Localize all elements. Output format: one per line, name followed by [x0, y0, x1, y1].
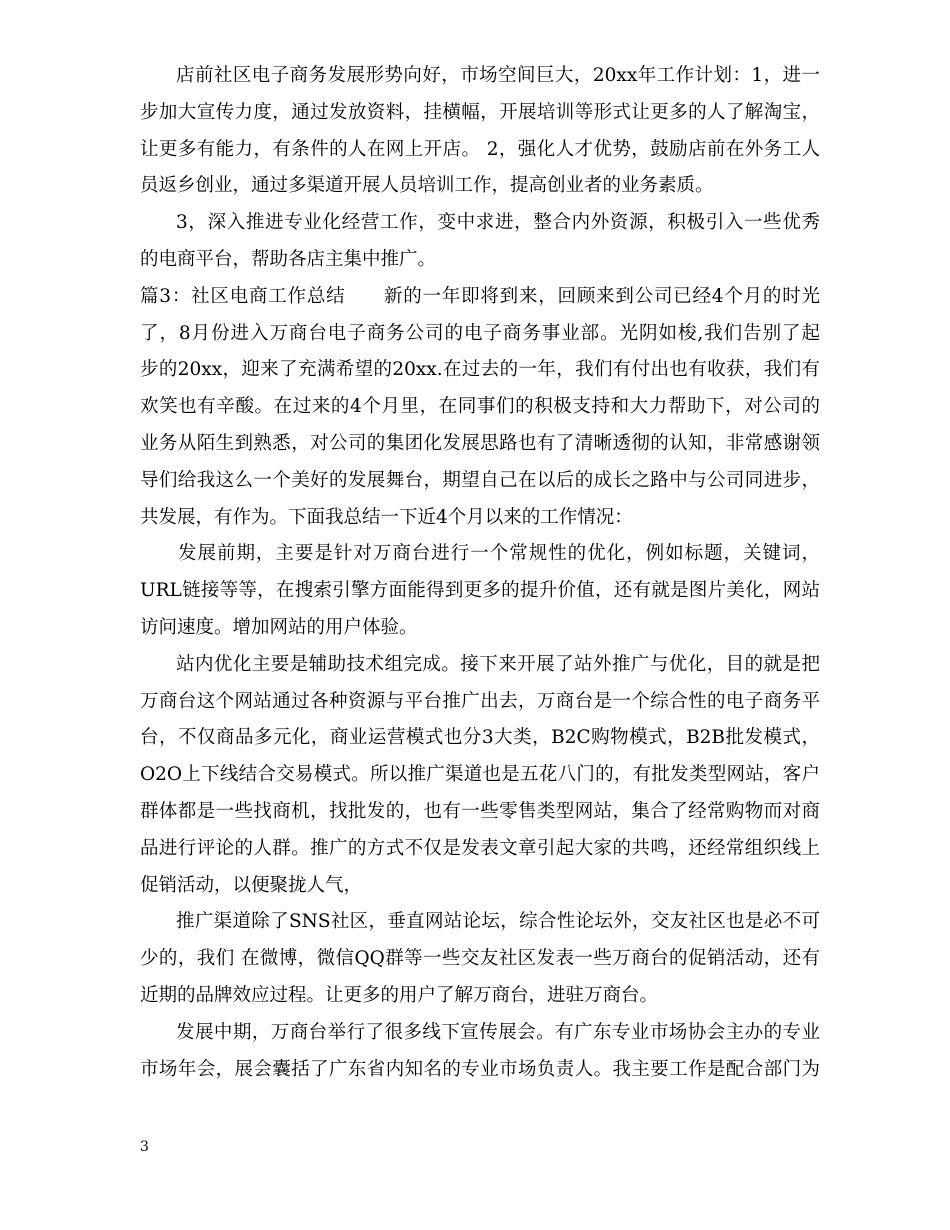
paragraph-line: O2O上下线结合交易模式。所以推广渠道也是五花八门的，有批发类型网站，客户	[140, 764, 820, 786]
paragraph-line: 了，8月份进入万商台电子商务公司的电子商务事业部。光阴如梭,我们告别了起	[140, 322, 820, 344]
paragraph-line: 促销活动，以便聚拢人气，	[140, 874, 363, 896]
paragraph-line: 市场年会，展会囊括了广东省内知名的专业市场负责人。我主要工作是配合部门为	[140, 1058, 820, 1080]
paragraph-line: 让更多有能力，有条件的人在网上开店。 2，强化人才优势，鼓励店前在外务工人	[140, 138, 820, 160]
section-heading-line: 篇3：社区电商工作总结 新的一年即将到来，回顾来到公司已经4个月的时光	[140, 285, 820, 307]
paragraph-line: 共发展，有作为。下面我总结一下近4个月以来的工作情况：	[140, 506, 633, 528]
paragraph-line: 推广渠道除了SNS社区，垂直网站论坛，综合性论坛外，交友社区也是必不可	[176, 911, 820, 933]
paragraph-line: 品进行评论的人群。推广的方式不仅是发表文章引起大家的共鸣，还经常组织线上	[140, 837, 820, 859]
paragraph-line: 群体都是一些找商机，找批发的，也有一些零售类型网站，集合了经常购物而对商	[140, 800, 820, 822]
paragraph-line: 导们给我这么一个美好的发展舞台，期望自己在以后的成长之路中与公司同进步，	[140, 469, 820, 491]
paragraph-line: 业务从陌生到熟悉，对公司的集团化发展思路也有了清晰透彻的认知，非常感谢领	[140, 432, 820, 454]
paragraph-line: 3，深入推进专业化经营工作，变中求进，整合内外资源，积极引入一些优秀	[176, 212, 820, 234]
page-number: 3	[140, 1139, 149, 1155]
paragraph-line: 万商台这个网站通过各种资源与平台推广出去，万商台是一个综合性的电子商务平	[140, 690, 820, 712]
body-text	[140, 58, 820, 1088]
paragraph-line: 近期的品牌效应过程。让更多的用户了解万商台，进驻万商台。	[140, 984, 659, 1006]
paragraph-line: 少的，我们 在微博，微信QQ群等一些交友社区发表一些万商台的促销活动，还有	[140, 948, 820, 970]
paragraph-line: 发展前期，主要是针对万商台进行一个常规性的优化，例如标题，关键词，	[178, 543, 820, 565]
paragraph-line: 访问速度。增加网站的用户体验。	[140, 616, 418, 638]
paragraph-line: 站内优化主要是辅助技术组完成。接下来开展了站外推广与优化，目的就是把	[176, 653, 820, 675]
paragraph-line: 步加大宣传力度，通过发放资料，挂横幅，开展培训等形式让更多的人了解淘宝，	[140, 101, 820, 123]
paragraph-line: URL链接等等，在搜索引擎方面能得到更多的提升价值，还有就是图片美化，网站	[140, 580, 820, 602]
paragraph-line: 员返乡创业，通过多渠道开展人员培训工作，提高创业者的业务素质。	[140, 175, 714, 197]
paragraph-line: 台，不仅商品多元化，商业运营模式也分3大类，B2C购物模式，B2B批发模式，	[140, 727, 820, 749]
paragraph-line: 发展中期，万商台举行了很多线下宣传展会。有广东专业市场协会主办的专业	[176, 1021, 820, 1043]
paragraph-line: 欢笑也有辛酸。在过来的4个月里，在同事们的积极支持和大力帮助下，对公司的	[140, 396, 820, 418]
paragraph-line: 店前社区电子商务发展形势向好，市场空间巨大，20xx年工作计划：1，进一	[176, 65, 820, 86]
paragraph-line: 的电商平台，帮助各店主集中推广。	[140, 248, 437, 270]
paragraph-line: 步的20xx，迎来了充满希望的20xx.在过去的一年，我们有付出也有收获，我们有	[140, 359, 820, 381]
